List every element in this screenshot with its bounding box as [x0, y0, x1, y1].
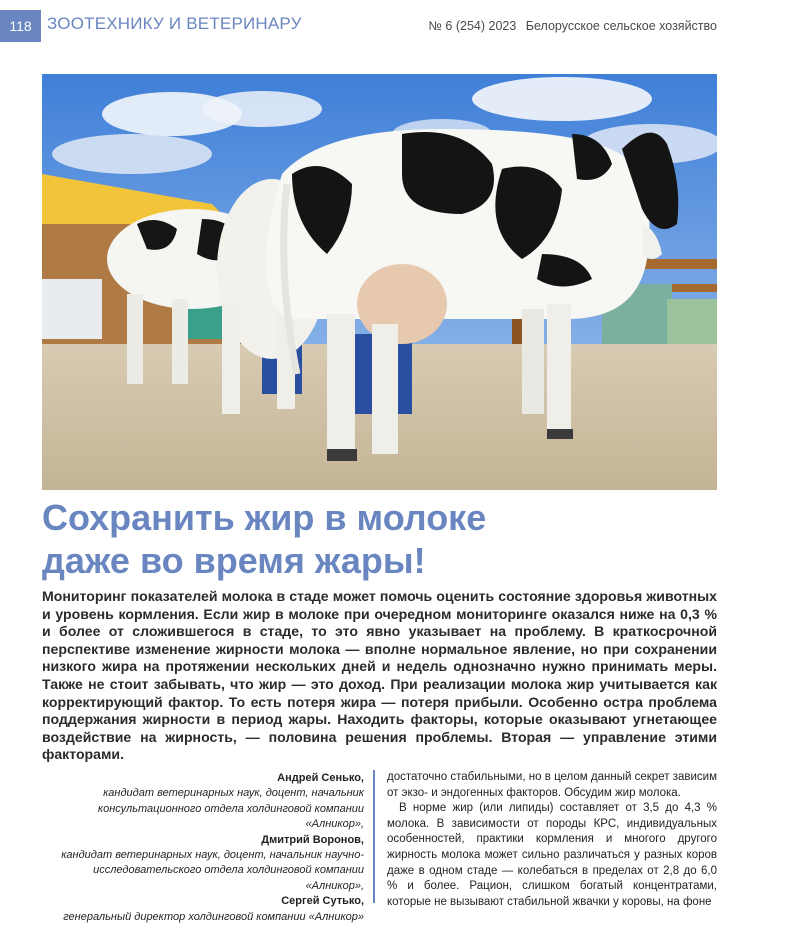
article-title	[42, 496, 742, 582]
author-name: Сергей Сутько,	[281, 895, 364, 908]
journal-name: Белорусское сельское хозяйство	[525, 19, 717, 33]
article-body	[387, 770, 717, 910]
column-divider	[373, 770, 375, 903]
author-role: кандидат ветеринарных наук, доцент, начальник консультационного отдела холдинговой компании «Алникор»,	[97, 787, 364, 831]
title-line-2: даже во время жары!	[42, 540, 426, 581]
author-1	[42, 771, 364, 833]
author-name: Дмитрий Воронов,	[261, 833, 364, 846]
author-3	[42, 894, 364, 925]
body-paragraph: достаточно стабильными, но в целом данный секрет зависим от экзо- и эндогенных факторов. Обсудим жир молока.	[387, 771, 717, 799]
title-line-1: Сохранить жир в молоке	[42, 497, 487, 538]
body-paragraph: В норме жир (или липиды) составляет от 3,5 до 4,3 % молока. В зависимости от породы КРС, индивидуальных особенностей, практики кормления и многого другого жирность молока может сильно различаться у разных коров даже в одном стаде — колебаться в пределах от 2,8 до 6,0 % и более. Рацион, слишком богатый концентратами, которые не вызывают стабильной жвачки у коровы, на фоне	[387, 802, 717, 908]
issue-info	[423, 19, 717, 33]
issue-number: № 6 (254) 2023	[428, 19, 517, 33]
section-title: ЗООТЕХНИКУ И ВЕТЕРИНАРУ	[47, 14, 302, 33]
article-lead: Мониторинг показателей молока в стаде может помочь оценить состояние здоровья животных и уровень кормления. Если жир в молоке при очередном мониторинге оказался ниже на 0,3 % и более от сложившегося в стаде, то это явно указывает на проблему. В краткосрочной перспективе изменение жирности молока — вполне нормальное явление, но при сохранении низкого жира на протяжении нескольких дней и недель однозначно нужно принимать меры. Также не стоит забывать, что жир — это доход. При реализации молока жир учитывается как корректирующий фактор. То есть потеря жира — потеря прибыли. Особенно остра проблема поддержания жирности в период жары. Находить факторы, которые оказывают угнетающее воздействие на жирность, — половина решения проблемы. Вторая — управление этими факторами.	[42, 588, 717, 763]
author-role: кандидат ветеринарных наук, доцент, начальник научно-исследовательского отдела холдинговой компании «Алникор»,	[61, 849, 364, 892]
authors-block	[42, 771, 364, 925]
cows-photo	[42, 74, 717, 490]
author-name: Андрей Сенько,	[277, 772, 364, 784]
author-2	[42, 833, 364, 895]
author-role: генеральный директор холдинговой компании «Алникор»	[63, 910, 364, 923]
page-number: 118	[0, 10, 41, 42]
